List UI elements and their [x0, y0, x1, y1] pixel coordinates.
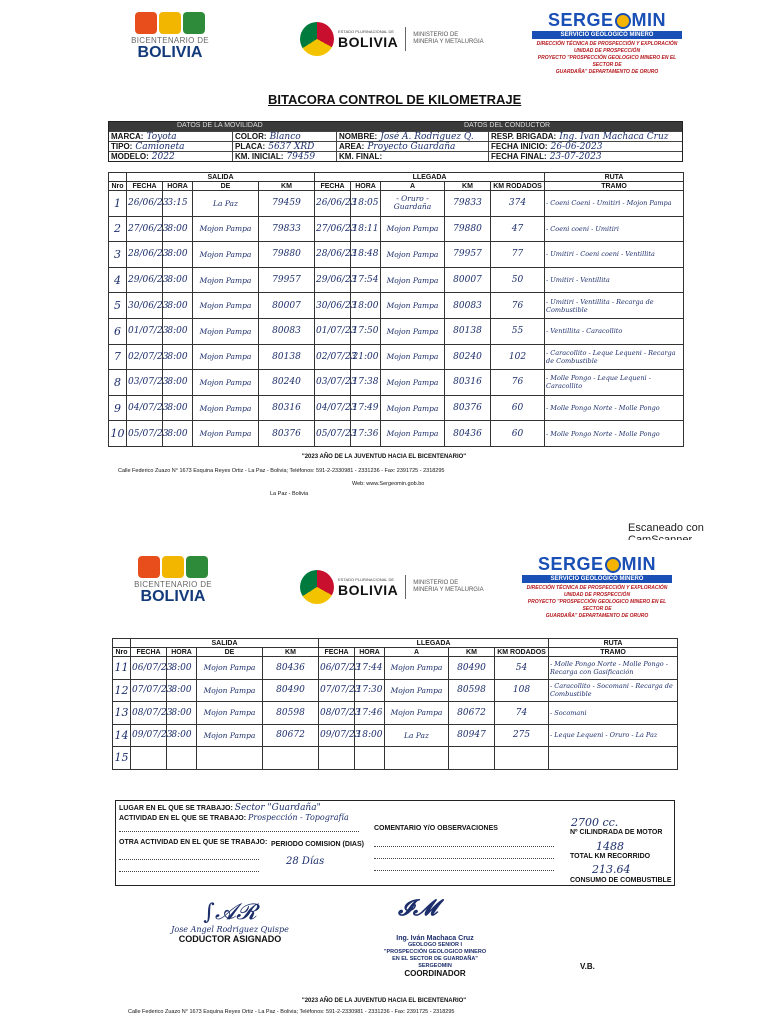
cell-hora: 8:00: [163, 344, 193, 370]
cell-rodados: 60: [491, 395, 545, 421]
cell-fecha: 02/07/23: [127, 344, 163, 370]
cell-a: Mojon Pampa: [381, 344, 445, 370]
cell-hora2: [355, 747, 385, 770]
cell-fecha2: 08/07/23: [319, 702, 355, 725]
cell-km2: 79957: [445, 242, 491, 268]
cell-hora: 8:00: [167, 679, 197, 702]
cell-tramo: - Coeni coeni - Umitiri: [545, 216, 684, 242]
column-header-fecha: FECHA: [127, 182, 163, 191]
cell-rodados: 76: [491, 293, 545, 319]
header-salida: SALIDA: [131, 639, 319, 648]
cell-km2: 80490: [449, 657, 495, 680]
vb-label: V.B.: [580, 962, 595, 971]
cell-tramo: - Ventillita - Caracollito: [545, 318, 684, 344]
cell-hora: 8:00: [163, 242, 193, 268]
column-header-a: A: [381, 182, 445, 191]
cell-tramo: - Caracollito - Socomani - Recarga de Combustible: [549, 679, 678, 702]
column-header-hora: HORA: [163, 182, 193, 191]
cell-a: Mojon Pampa: [381, 242, 445, 268]
table-row: [109, 267, 684, 293]
column-header-km-rodados: KM RODADOS: [491, 182, 545, 191]
cell-hora2: 17:44: [355, 657, 385, 680]
cell-fecha2: 29/06/23: [315, 267, 351, 293]
cell-km2: 80947: [449, 724, 495, 747]
footer-address: Calle Federico Zuazo N° 1673 Esquina Reyes Ortiz - La Paz - Bolivia; Teléfonos: 591-2-2330981 - 2331236 - Fax: 2391725 - 2318295: [118, 468, 445, 474]
cell-tramo: - Molle Pongo Norte - Molle Pongo: [545, 421, 684, 447]
direction-text: DIRECCIÓN TÉCNICA DE PROSPECCIÓN Y EXPLORACIÓN UNIDAD DE PROSPECCIÓN PROYECTO "PROSPECCIÓN GEOLOGICO MINERO EN EL SECTOR DE GUARDAÑA" DEPARTAMENTO DE ORURO: [536, 41, 678, 75]
cell-nro: 6: [109, 318, 127, 344]
column-header-km: KM: [259, 182, 315, 191]
cell-fecha: 07/07/23: [131, 679, 167, 702]
cell-fecha2: 30/06/23: [315, 293, 351, 319]
cell-de: Mojon Pampa: [193, 216, 259, 242]
column-header-de: DE: [197, 648, 263, 657]
cell-nro: 1: [109, 191, 127, 217]
header-ruta: RUTA: [549, 639, 678, 648]
cell-hora2: 17:30: [355, 679, 385, 702]
footer-address: Calle Federico Zuazo N° 1673 Esquina Reyes Ortiz - La Paz - Bolivia; Teléfonos: 591-2-2330981 - 2331236 - Fax: 2391725 - 2318295: [128, 1009, 455, 1015]
cell-km: 79957: [259, 267, 315, 293]
cell-a: La Paz: [385, 724, 449, 747]
cell-a: Mojon Pampa: [381, 267, 445, 293]
bicentenario-logo: BICENTENARIO DE BOLIVIA: [115, 12, 225, 61]
table-row: [109, 191, 684, 217]
signature-scribble: 𝓘𝓜: [398, 895, 438, 921]
cell-nro: 11: [113, 657, 131, 680]
table-row: [109, 344, 684, 370]
cell-km: 80083: [259, 318, 315, 344]
cell-rodados: [495, 747, 549, 770]
column-header-de: DE: [193, 182, 259, 191]
cell-hora: 8:00: [163, 395, 193, 421]
table-row: [109, 395, 684, 421]
cell-fecha: 27/06/23: [127, 216, 163, 242]
cell-km: 79833: [259, 216, 315, 242]
column-header-km-rodados: KM RODADOS: [495, 648, 549, 657]
cell-nro: 9: [109, 395, 127, 421]
sergeomin-logo: SERGE MIN SERVICIO GEOLÓGICO MINERO DIRECCIÓN TÉCNICA DE PROSPECCIÓN Y EXPLORACIÓN UNIDAD DE PROSPECCIÓN PROYECTO "PROSPECCIÓN GEOLOGICO MINERO EN EL SECTOR DE GUARDAÑA" DEPARTAMENTO DE ORURO: [532, 10, 682, 76]
state-emblem-icon: [300, 22, 334, 56]
direction-text: DIRECCIÓN TÉCNICA DE PROSPECCIÓN Y EXPLORACIÓN UNIDAD DE PROSPECCIÓN PROYECTO "PROSPECCIÓN GEOLOGICO MINERO EN EL SECTOR DE GUARDAÑA" DEPARTAMENTO DE ORURO: [526, 585, 668, 619]
table-row: [109, 370, 684, 396]
cell-a: [385, 747, 449, 770]
cell-hora2: 18:11: [351, 216, 381, 242]
footer-web: Web: www.Sergeomin.gob.bo: [352, 481, 425, 487]
cell-a: Mojon Pampa: [385, 702, 449, 725]
column-header-hora2: HORA: [355, 648, 385, 657]
cell-nro: 13: [113, 702, 131, 725]
cell-hora2: 17:36: [351, 421, 381, 447]
cell-km2: [449, 747, 495, 770]
table-row: [113, 724, 678, 747]
cell-hora: 8:00: [167, 657, 197, 680]
cell-a: Mojon Pampa: [385, 657, 449, 680]
state-ministry-logo: ESTADO PLURINACIONAL DE BOLIVIA MINISTERIO DE MINERIA Y METALURGIA: [300, 22, 484, 56]
cell-hora: 8:00: [163, 216, 193, 242]
cell-tramo: [549, 747, 678, 770]
cell-hora: 8:00: [163, 267, 193, 293]
column-header-nro: Nro: [113, 648, 131, 657]
cell-fecha: 29/06/23: [127, 267, 163, 293]
cell-tramo: - Umitiri - Coeni coeni - Ventillita: [545, 242, 684, 268]
cell-km2: 80007: [445, 267, 491, 293]
cell-tramo: - Coeni Coeni - Umitiri - Mojon Pampa: [545, 191, 684, 217]
header-llegada: LLEGADA: [315, 173, 545, 182]
cell-de: La Paz: [193, 191, 259, 217]
signature-scribble: ∫𝓐𝓡: [203, 900, 257, 925]
cell-tramo: - Leque Lequeni - Oruro - La Paz: [549, 724, 678, 747]
cell-fecha: 30/06/23: [127, 293, 163, 319]
state-emblem-icon: [300, 570, 334, 604]
cell-de: Mojon Pampa: [193, 370, 259, 396]
cell-nro: 12: [113, 679, 131, 702]
cell-hora: 8:00: [167, 724, 197, 747]
cell-fecha2: 04/07/23: [315, 395, 351, 421]
cell-km2: 80240: [445, 344, 491, 370]
trip-summary: LUGAR EN EL QUE SE TRABAJO: Sector "Guardaña" ACTIVIDAD EN EL QUE SE TRABAJO: Prospección - Topografía OTRA ACTIVIDAD EN EL QUE SE TRABAJO: PERIODO COMISION (DIAS) 28 Días COMENTARIO Y/O OBSERVACIONES 2700 cc. Nº CILINDRADA DE MOTOR 1488 TOTAL KM RECORRIDO 213.64 CONSUMO DE COMBUSTIBLE: [115, 800, 675, 886]
header-salida: SALIDA: [127, 173, 315, 182]
table-row: [109, 216, 684, 242]
cell-hora: 8:00: [163, 370, 193, 396]
cell-a: Mojon Pampa: [381, 370, 445, 396]
cell-nro: 5: [109, 293, 127, 319]
column-header-fecha2: FECHA: [315, 182, 351, 191]
cell-fecha2: 07/07/23: [319, 679, 355, 702]
cell-km: 80376: [259, 421, 315, 447]
cell-nro: 7: [109, 344, 127, 370]
cell-hora2: 17:49: [351, 395, 381, 421]
cell-de: Mojon Pampa: [197, 657, 263, 680]
cell-fecha2: 26/06/23: [315, 191, 351, 217]
cell-de: [197, 747, 263, 770]
cell-fecha: 26/06/23: [127, 191, 163, 217]
cell-hora: 8:00: [163, 318, 193, 344]
cell-rodados: 77: [491, 242, 545, 268]
cell-rodados: 374: [491, 191, 545, 217]
cell-hora2: 17:50: [351, 318, 381, 344]
cell-nro: 8: [109, 370, 127, 396]
cell-fecha: 06/07/23: [131, 657, 167, 680]
cell-km2: 80316: [445, 370, 491, 396]
column-header-fecha2: FECHA: [319, 648, 355, 657]
cell-nro: 4: [109, 267, 127, 293]
cell-de: Mojon Pampa: [193, 318, 259, 344]
cell-tramo: - Umitiri - Ventillita - Recarga de Combustible: [545, 293, 684, 319]
cell-fecha: 28/06/23: [127, 242, 163, 268]
cell-fecha2: 01/07/23: [315, 318, 351, 344]
cell-fecha2: 09/07/23: [319, 724, 355, 747]
sergeomin-logo: SERGE MIN SERVICIO GEOLÓGICO MINERO DIRECCIÓN TÉCNICA DE PROSPECCIÓN Y EXPLORACIÓN UNIDAD DE PROSPECCIÓN PROYECTO "PROSPECCIÓN GEOLOGICO MINERO EN EL SECTOR DE GUARDAÑA" DEPARTAMENTO DE ORURO: [522, 554, 672, 620]
cell-de: Mojon Pampa: [193, 395, 259, 421]
cell-fecha: 09/07/23: [131, 724, 167, 747]
cell-de: Mojon Pampa: [197, 724, 263, 747]
cell-km: 80490: [263, 679, 319, 702]
cell-km: 80007: [259, 293, 315, 319]
cell-a: Mojon Pampa: [381, 216, 445, 242]
cell-tramo: - Umitiri - Ventillita: [545, 267, 684, 293]
cell-km: 79880: [259, 242, 315, 268]
cell-hora2: 17:38: [351, 370, 381, 396]
cell-fecha: 05/07/23: [127, 421, 163, 447]
cell-km: [263, 747, 319, 770]
cell-km2: 80672: [449, 702, 495, 725]
cell-de: Mojon Pampa: [193, 293, 259, 319]
cell-km2: 79880: [445, 216, 491, 242]
table-row: [109, 293, 684, 319]
sun-icon: [615, 13, 631, 29]
cell-rodados: 74: [495, 702, 549, 725]
cell-de: Mojon Pampa: [193, 344, 259, 370]
cell-hora: 8:00: [163, 293, 193, 319]
cell-km: 80598: [263, 702, 319, 725]
cell-a: Mojon Pampa: [385, 679, 449, 702]
cell-a: Mojon Pampa: [381, 421, 445, 447]
cell-a: - Oruro - Guardaña: [381, 191, 445, 217]
cell-hora: [167, 747, 197, 770]
cell-fecha2: 05/07/23: [315, 421, 351, 447]
table-row: [109, 421, 684, 447]
column-header-km: KM: [263, 648, 319, 657]
cell-km2: 79833: [445, 191, 491, 217]
header-blank: [109, 173, 127, 182]
cell-hora2: 17:46: [355, 702, 385, 725]
footer-motto: "2023 AÑO DE LA JUVENTUD HACIA EL BICENTENARIO": [301, 454, 467, 460]
cell-rodados: 275: [495, 724, 549, 747]
cell-fecha: [131, 747, 167, 770]
document-title: BITACORA CONTROL DE KILOMETRAJE: [268, 92, 522, 107]
cell-km: 80316: [259, 395, 315, 421]
header-llegada: LLEGADA: [319, 639, 549, 648]
table-row: [113, 657, 678, 680]
camscanner-watermark: Escaneado con: [628, 522, 704, 534]
cell-nro: 10: [109, 421, 127, 447]
column-header-a: A: [385, 648, 449, 657]
coordinator-stamp: 𝓘𝓜 Ing. Iván Machaca Cruz GEOLOGO SENIOR I "PROSPECCIÓN GEOLOGICO MINERO EN EL SECTOR DE GUARDAÑA" SERGEOMIN COORDINADOR: [383, 895, 487, 978]
cell-fecha: 03/07/23: [127, 370, 163, 396]
cell-km: 80672: [263, 724, 319, 747]
cell-a: Mojon Pampa: [381, 318, 445, 344]
cell-hora2: 18:48: [351, 242, 381, 268]
cell-km2: 80376: [445, 395, 491, 421]
cell-tramo: - Molle Pongo Norte - Molle Pongo - Recarga con Gasificación: [549, 657, 678, 680]
cell-hora: 8:00: [167, 702, 197, 725]
cell-rodados: 108: [495, 679, 549, 702]
table-row: [113, 679, 678, 702]
table-row: [109, 318, 684, 344]
footer-motto: "2023 AÑO DE LA JUVENTUD HACIA EL BICENTENARIO": [301, 998, 467, 1004]
footer-city: La Paz - Bolivia: [270, 491, 309, 497]
cell-nro: 14: [113, 724, 131, 747]
cell-rodados: 60: [491, 421, 545, 447]
cell-fecha2: 03/07/23: [315, 370, 351, 396]
cell-km2: 80436: [445, 421, 491, 447]
cell-tramo: - Caracollito - Leque Lequeni - Recarga de Combustible: [545, 344, 684, 370]
table-row: [109, 242, 684, 268]
header-blank: [113, 639, 131, 648]
cell-nro: 3: [109, 242, 127, 268]
cell-rodados: 76: [491, 370, 545, 396]
cell-fecha2: 28/06/23: [315, 242, 351, 268]
sun-icon: [605, 557, 621, 573]
column-header-km2: KM: [445, 182, 491, 191]
cell-km2: 80598: [449, 679, 495, 702]
cell-a: Mojon Pampa: [381, 293, 445, 319]
column-header-fecha: FECHA: [131, 648, 167, 657]
cell-km: 80436: [263, 657, 319, 680]
cell-tramo: - Molle Pongo - Leque Lequeni - Caracollito: [545, 370, 684, 396]
cell-hora2: 18:00: [351, 293, 381, 319]
cell-nro: 15: [113, 747, 131, 770]
cell-km: 79459: [259, 191, 315, 217]
cell-hora: 3:15: [163, 191, 193, 217]
cell-fecha2: 27/06/23: [315, 216, 351, 242]
bicentenario-logo: BICENTENARIO DE BOLIVIA: [118, 556, 228, 605]
cell-rodados: 47: [491, 216, 545, 242]
column-header-nro: Nro: [109, 182, 127, 191]
cell-de: Mojon Pampa: [193, 421, 259, 447]
cell-hora2: 21:00: [351, 344, 381, 370]
cell-km2: 80138: [445, 318, 491, 344]
cell-fecha2: [319, 747, 355, 770]
table-row: [113, 747, 678, 770]
cell-hora2: 18:00: [355, 724, 385, 747]
column-header-hora: HORA: [167, 648, 197, 657]
column-header-hora2: HORA: [351, 182, 381, 191]
table-row: [113, 702, 678, 725]
driver-signature: ∫𝓐𝓡 Jose Angel Rodriguez Quispe CODUCTOR ASIGNADO: [150, 900, 310, 944]
cell-tramo: - Socomani: [549, 702, 678, 725]
cell-de: Mojon Pampa: [193, 242, 259, 268]
column-header-tramo: TRAMO: [545, 182, 684, 191]
cell-km: 80138: [259, 344, 315, 370]
cell-rodados: 102: [491, 344, 545, 370]
state-ministry-logo: ESTADO PLURINACIONAL DE BOLIVIA MINISTERIO DE MINERIA Y METALURGIA: [300, 570, 484, 604]
cell-nro: 2: [109, 216, 127, 242]
cell-km2: 80083: [445, 293, 491, 319]
cell-tramo: - Molle Pongo Norte - Molle Pongo: [545, 395, 684, 421]
cell-km: 80240: [259, 370, 315, 396]
vehicle-driver-info: DATOS DE LA MOVILIDAD DATOS DEL CONDUCTOR MARCA: Toyota COLOR: Blanco NOMBRE: José A. Rodriguez Q. RESP. BRIGADA: Ing. Ivan Machaca Cruz TIPO: Camioneta PLACA: 5637 XRD AREA: Proyecto Guardaña FECHA INICIO: 26-06-2023 MODELO: 2022 KM. INICIAL: 79459 KM. FINAL: FECHA FINAL: 23-07-2023: [108, 121, 683, 162]
header-ruta: RUTA: [545, 173, 684, 182]
cell-de: Mojon Pampa: [197, 679, 263, 702]
mileage-log-table-2: [112, 638, 678, 770]
cell-fecha2: 06/07/23: [319, 657, 355, 680]
mileage-log-table-1: [108, 172, 684, 447]
cell-hora: 8:00: [163, 421, 193, 447]
cell-rodados: 55: [491, 318, 545, 344]
cell-rodados: 50: [491, 267, 545, 293]
cell-de: Mojon Pampa: [197, 702, 263, 725]
cell-de: Mojon Pampa: [193, 267, 259, 293]
cell-fecha: 08/07/23: [131, 702, 167, 725]
column-header-km2: KM: [449, 648, 495, 657]
column-header-tramo: TRAMO: [549, 648, 678, 657]
cell-fecha: 01/07/23: [127, 318, 163, 344]
cell-fecha2: 02/07/23: [315, 344, 351, 370]
cell-fecha: 04/07/23: [127, 395, 163, 421]
cell-rodados: 54: [495, 657, 549, 680]
cell-hora2: 17:54: [351, 267, 381, 293]
cell-a: Mojon Pampa: [381, 395, 445, 421]
cell-hora2: 18:05: [351, 191, 381, 217]
